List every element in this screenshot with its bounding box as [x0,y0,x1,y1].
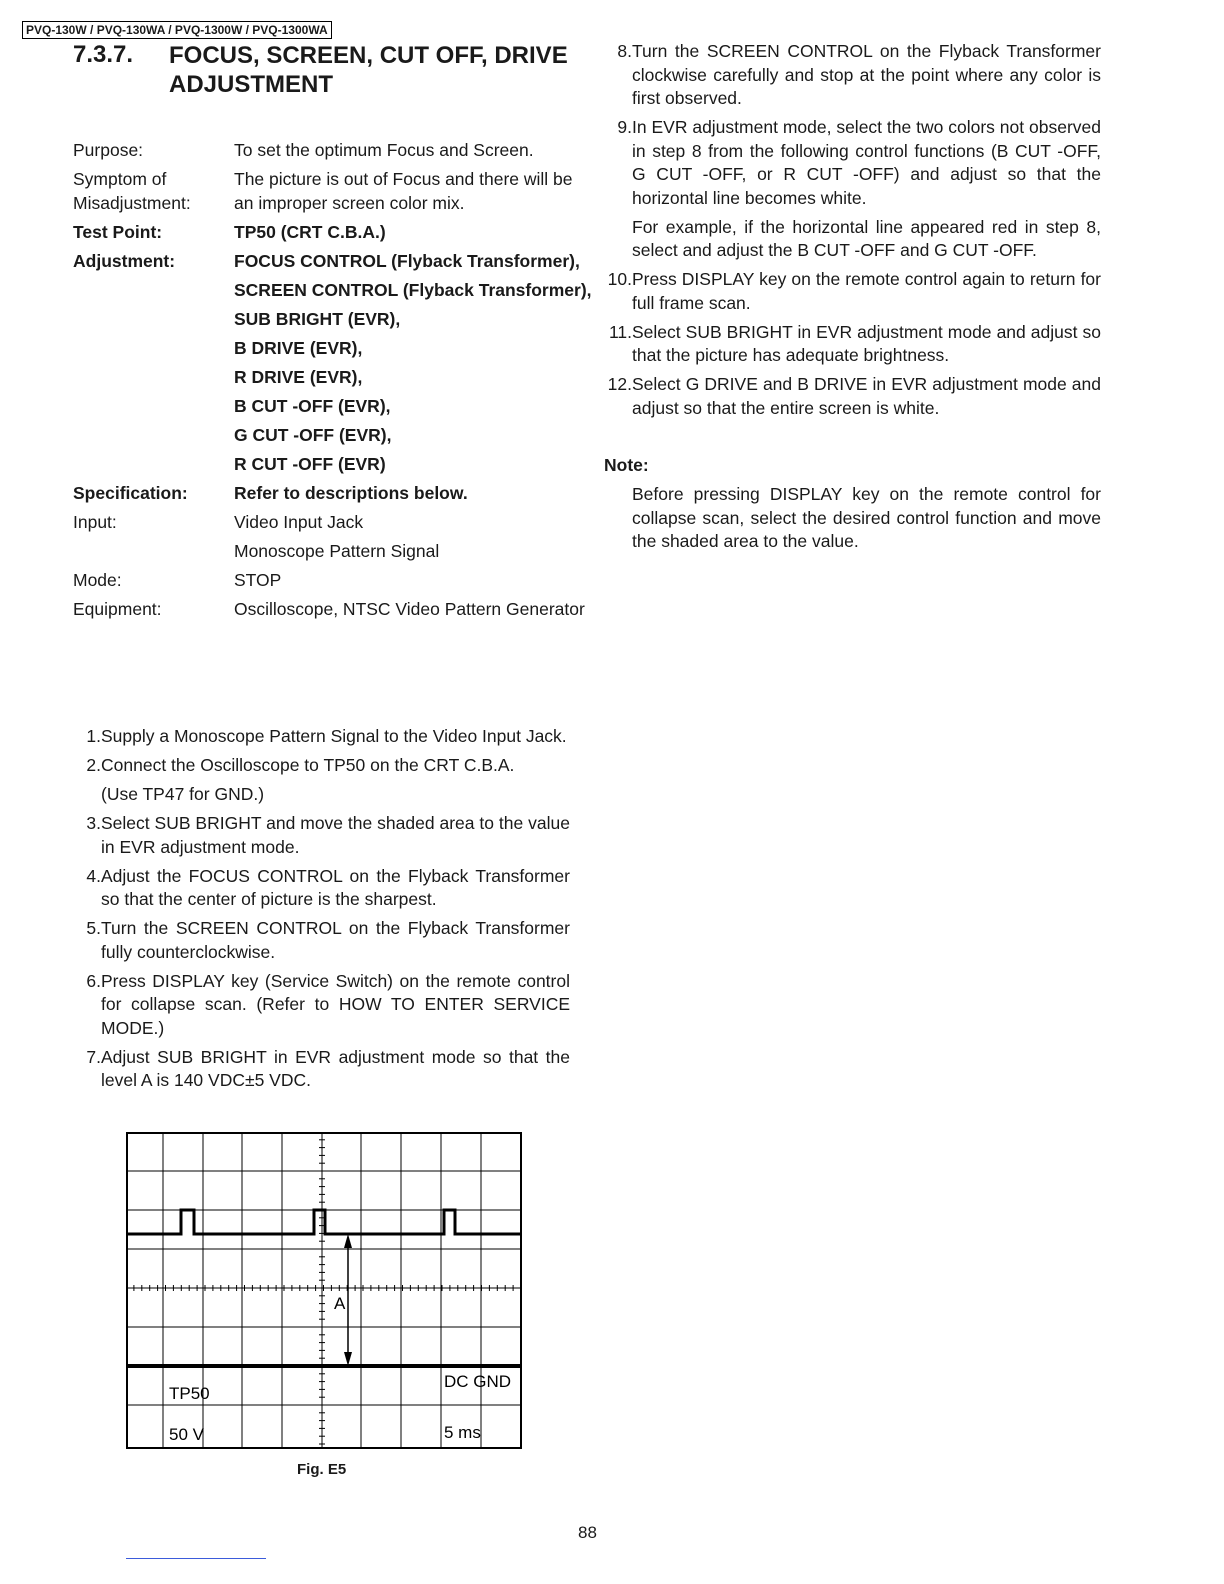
input-item: Monoscope Pattern Signal [234,540,440,561]
step-number: 2. [86,755,101,775]
list-item [73,754,570,807]
procedure-steps-right [603,40,1101,426]
spec-row-purpose [73,139,593,163]
adjustment-item: G CUT -OFF (EVR), [234,424,392,445]
step-text: Press DISPLAY key on the remote control again to return for full frame scan. [632,269,1101,313]
spec-label: Purpose: [73,140,144,160]
spec-label: Adjustment: [73,250,176,271]
step-text: Select G DRIVE and B DRIVE in EVR adjustment mode and adjust so that the entire screen is white. [632,374,1101,418]
spec-value: Refer to descriptions below. [234,482,468,503]
list-item [73,812,570,859]
adjustment-item: SCREEN CONTROL (Flyback Transformer), [234,279,592,300]
step-text: Adjust the FOCUS CONTROL on the Flyback Transformer so that the center of picture is the sharpest. [101,865,570,909]
step-text: In EVR adjustment mode, select the two colors not observed in step 8 from the following control functions (B CUT -OFF, G CUT -OFF, or R CUT -OFF) and adjust so that the horizontal line becomes white. [632,117,1101,208]
step-number: 11. [608,321,632,342]
step-text: Connect the Oscilloscope to TP50 on the CRT C.B.A. [101,755,515,775]
input-item: Video Input Jack [234,511,364,532]
step-text: Supply a Monoscope Pattern Signal to the Video Input Jack. [101,726,567,746]
list-item [73,917,570,964]
list-item [73,970,570,1041]
step-number: 1. [86,726,101,746]
step-text: Select SUB BRIGHT in EVR adjustment mode and adjust so that the picture has adequate brightness. [632,321,1101,365]
coupling-label: DC GND [444,1372,512,1391]
signal-trace [126,1210,522,1234]
list-item [73,865,570,912]
spec-label: Symptom of Misadjustment: [73,169,191,213]
spec-row-adjustment [73,250,593,477]
spec-label: Equipment: [73,598,162,619]
step-number: 5. [86,918,101,938]
step-number: 8. [617,41,632,61]
spec-label: Test Point: [73,221,163,242]
spec-row-input [73,511,593,564]
spec-value: Oscilloscope, NTSC Video Pattern Generator [234,598,585,619]
list-item [603,321,1101,368]
spec-row-specification [73,482,593,506]
adjustment-item: FOCUS CONTROL (Flyback Transformer), [234,250,580,271]
procedure-steps-left [73,725,570,1098]
spec-value-list [234,511,593,564]
oscilloscope-diagram [126,1132,522,1449]
spec-value: To set the optimum Focus and Screen. [234,140,534,160]
list-item [73,725,570,749]
step-number: 6. [86,970,101,991]
step-number: 9. [617,117,632,137]
step-text: Press DISPLAY key (Service Switch) on the remote control for collapse scan. (Refer to HOW TO ENTER SERVICE MODE.) [101,970,570,1038]
list-item [603,268,1101,315]
probe-label: TP50 [169,1384,210,1403]
adjustment-item: B CUT -OFF (EVR), [234,395,391,416]
spec-label: Input: [73,511,117,532]
step-text: Adjust SUB BRIGHT in EVR adjustment mode so that the level A is 140 VDC±5 VDC. [101,1046,570,1090]
step-text: Turn the SCREEN CONTROL on the Flyback Transformer clockwise carefully and stop at the point where any color is first observed. [632,41,1101,108]
volts-per-div-label: 50 V [169,1425,204,1444]
spec-table [73,139,593,627]
list-item [73,1046,570,1093]
step-text: Turn the SCREEN CONTROL on the Flyback Transformer fully counterclockwise. [101,918,570,962]
footer-link-line [126,1558,266,1559]
adjustment-item: R DRIVE (EVR), [234,366,363,387]
arrow-up-icon [344,1234,352,1248]
section-title: FOCUS, SCREEN, CUT OFF, DRIVE ADJUSTMENT [169,42,568,98]
spec-label: Mode: [73,569,122,590]
figure-caption: Fig. E5 [297,1461,347,1478]
list-item [603,116,1101,263]
model-number-box: PVQ-130W / PVQ-130WA / PVQ-1300W / PVQ-1300WA [22,21,332,39]
step-number: 4. [86,865,101,886]
spec-row-mode [73,569,593,593]
spec-row-test-point [73,221,593,245]
time-per-div-label: 5 ms [444,1423,481,1442]
spec-value: TP50 (CRT C.B.A.) [234,221,386,242]
step-extra-text: (Use TP47 for GND.) [101,784,265,804]
spec-row-equipment [73,598,593,622]
step-number: 3. [86,813,101,833]
spec-label: Specification: [73,482,188,503]
list-item [603,373,1101,420]
note-text: Before pressing DISPLAY key on the remote control for collapse scan, select the desired control function and move the shaded area to the value. [632,484,1101,551]
section-number: 7.3.7. [73,41,134,68]
spec-row-symptom [73,168,593,215]
arrow-down-icon [344,1352,352,1366]
step-extra-text: For example, if the horizontal line appeared red in step 8, select and adjust the B CUT -OFF and G CUT -OFF. [632,216,1101,260]
list-item [603,40,1101,111]
level-a-label: A [334,1294,346,1313]
note-heading: Note: [604,455,649,475]
adjustment-item: R CUT -OFF (EVR) [234,453,386,474]
spec-value-list [234,250,593,477]
page-number: 88 [578,1523,597,1542]
step-number: 12. [607,374,632,394]
adjustment-item: B DRIVE (EVR), [234,337,363,358]
step-text: Select SUB BRIGHT and move the shaded area to the value in EVR adjustment mode. [101,813,570,857]
step-number: 10. [607,269,632,289]
step-number: 7. [86,1046,101,1067]
adjustment-item: SUB BRIGHT (EVR), [234,308,401,329]
spec-value: STOP [234,569,282,590]
spec-value: The picture is out of Focus and there will be an improper screen color mix. [234,169,573,213]
